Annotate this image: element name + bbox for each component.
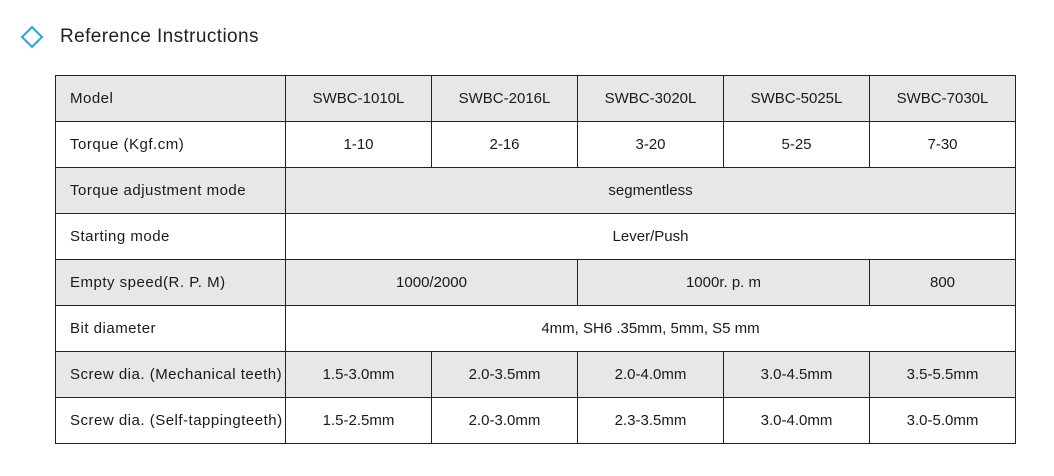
row-label: Starting mode bbox=[56, 214, 286, 260]
specification-table bbox=[55, 75, 1016, 444]
bit-diameter-cell: 4mm, SH6 .35mm, 5mm, S5 mm bbox=[286, 306, 1016, 352]
section-header bbox=[20, 26, 259, 48]
row-label: Model bbox=[56, 76, 286, 122]
row-label: Screw dia. (Self-tappingteeth) bbox=[56, 398, 286, 444]
row-label: Torque adjustment mode bbox=[56, 168, 286, 214]
table-row-bit-diameter bbox=[56, 306, 1016, 352]
torque-cell: 7-30 bbox=[870, 122, 1016, 168]
row-label: Bit diameter bbox=[56, 306, 286, 352]
torque-cell: 2-16 bbox=[432, 122, 578, 168]
section-title: Reference Instructions bbox=[60, 26, 259, 47]
screw-self-tapping-cell: 3.0-5.0mm bbox=[870, 398, 1016, 444]
screw-self-tapping-cell: 1.5-2.5mm bbox=[286, 398, 432, 444]
table-row-starting-mode bbox=[56, 214, 1016, 260]
diamond-icon bbox=[21, 26, 44, 49]
starting-mode-cell: Lever/Push bbox=[286, 214, 1016, 260]
empty-speed-cell: 1000/2000 bbox=[286, 260, 578, 306]
model-cell: SWBC-1010L bbox=[286, 76, 432, 122]
table-row-empty-speed bbox=[56, 260, 1016, 306]
row-label: Torque (Kgf.cm) bbox=[56, 122, 286, 168]
model-cell: SWBC-3020L bbox=[578, 76, 724, 122]
model-cell: SWBC-2016L bbox=[432, 76, 578, 122]
screw-mechanical-cell: 2.0-3.5mm bbox=[432, 352, 578, 398]
screw-self-tapping-cell: 3.0-4.0mm bbox=[724, 398, 870, 444]
model-cell: SWBC-5025L bbox=[724, 76, 870, 122]
torque-adjustment-cell: segmentless bbox=[286, 168, 1016, 214]
table-row-screw-self-tapping bbox=[56, 398, 1016, 444]
torque-cell: 5-25 bbox=[724, 122, 870, 168]
table-row-screw-mechanical bbox=[56, 352, 1016, 398]
screw-mechanical-cell: 3.0-4.5mm bbox=[724, 352, 870, 398]
table-row-torque-adjustment bbox=[56, 168, 1016, 214]
table-row-torque bbox=[56, 122, 1016, 168]
table-row-model bbox=[56, 76, 1016, 122]
screw-mechanical-cell: 2.0-4.0mm bbox=[578, 352, 724, 398]
screw-mechanical-cell: 1.5-3.0mm bbox=[286, 352, 432, 398]
empty-speed-cell: 1000r. p. m bbox=[578, 260, 870, 306]
row-label: Empty speed(R. P. M) bbox=[56, 260, 286, 306]
torque-cell: 3-20 bbox=[578, 122, 724, 168]
torque-cell: 1-10 bbox=[286, 122, 432, 168]
empty-speed-cell: 800 bbox=[870, 260, 1016, 306]
row-label: Screw dia. (Mechanical teeth) bbox=[56, 352, 286, 398]
model-cell: SWBC-7030L bbox=[870, 76, 1016, 122]
screw-self-tapping-cell: 2.3-3.5mm bbox=[578, 398, 724, 444]
screw-self-tapping-cell: 2.0-3.0mm bbox=[432, 398, 578, 444]
screw-mechanical-cell: 3.5-5.5mm bbox=[870, 352, 1016, 398]
